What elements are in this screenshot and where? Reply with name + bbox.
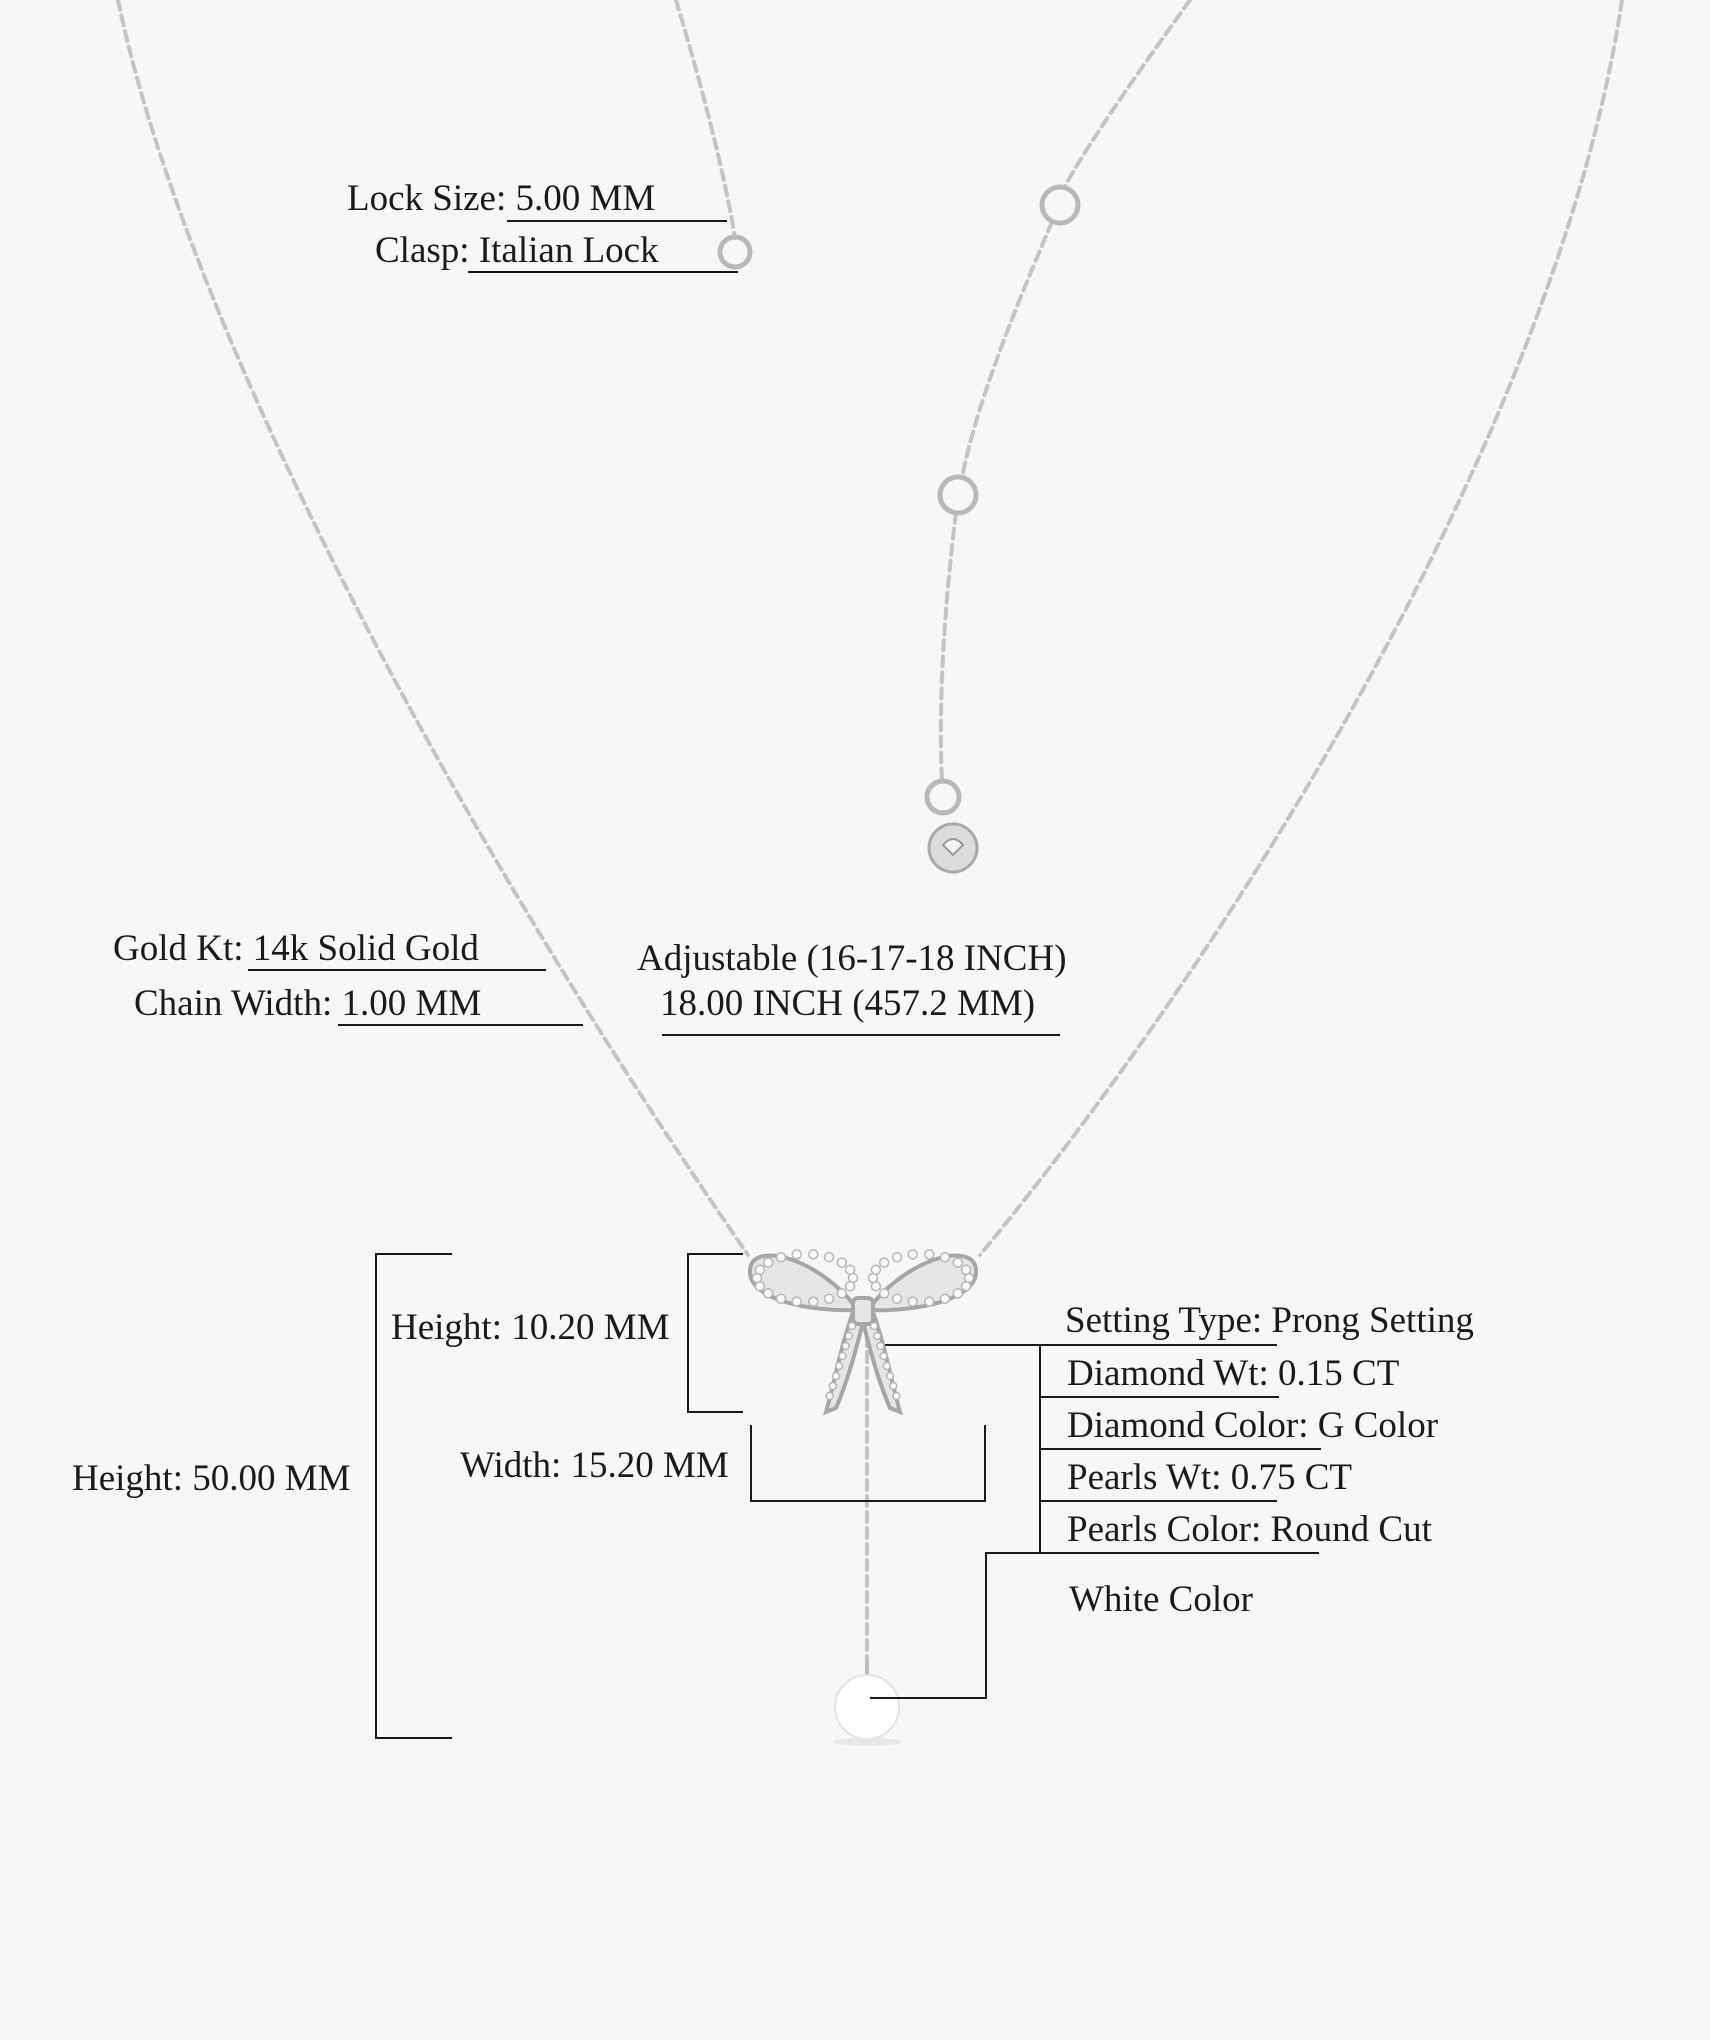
pave-diamond [890,1383,897,1390]
pearl-leader-horizontal [870,1697,987,1699]
bow-width-bracket-right [984,1425,986,1502]
right-chain [980,0,1622,1255]
total-height-bracket-top [375,1253,452,1255]
bow-height-bracket-line [687,1253,689,1413]
bow-width-label: Width: 15.20 MM [460,1445,729,1486]
pearls-wt-underline [1039,1500,1277,1502]
pave-diamond [941,1294,950,1303]
pave-diamond [764,1258,773,1267]
pave-diamond [880,1353,887,1360]
pave-diamond [962,1265,971,1274]
total-length-underline [662,1034,1060,1036]
bow-pendant [750,1255,976,1412]
pave-diamond [849,1323,856,1330]
gold-kt-underline [248,969,546,971]
clasp-lock-ring [720,237,750,267]
pave-diamond [792,1250,801,1259]
total-length-label: 18.00 INCH (457.2 MM) [660,983,1036,1024]
pave-diamond [846,1282,855,1291]
diamond-wt-underline [1039,1396,1279,1398]
adjustable-length-label: Adjustable (16-17-18 INCH) [637,938,1067,979]
total-height-bracket-line [375,1253,377,1739]
lock-size-label: Lock Size: 5.00 MM [347,178,656,219]
pearl-leader-vertical [985,1552,987,1698]
bow-width-bracket-left [750,1425,752,1502]
pearls-wt-label: Pearls Wt: 0.75 CT [1067,1457,1353,1498]
pave-diamond [837,1289,846,1298]
pave-diamond [764,1289,773,1298]
pave-diamond [837,1258,846,1267]
pave-diamond [809,1297,818,1306]
adjuster-ring-3 [927,781,959,813]
extender-chain-lower [941,513,956,781]
pave-diamond [908,1297,917,1306]
total-height-bracket-bottom [375,1737,452,1739]
pearl-drop [835,1660,899,1739]
chain-width-underline [338,1024,583,1026]
pave-diamond [925,1250,934,1259]
pave-diamond [893,1294,902,1303]
pave-diamond [845,1333,852,1340]
pave-diamond [839,1353,846,1360]
pave-diamond [825,1294,834,1303]
pave-diamond [925,1297,934,1306]
bow-height-label: Height: 10.20 MM [391,1307,670,1348]
adjuster-ring-1 [1042,187,1078,223]
gold-kt-label: Gold Kt: 14k Solid Gold [113,928,479,969]
clasp-underline [468,271,738,273]
pave-diamond [877,1343,884,1350]
pave-diamond [846,1265,855,1274]
pave-diamond [871,1323,878,1330]
pave-diamond [792,1297,801,1306]
pave-diamond [941,1253,950,1262]
extender-chain-middle [962,222,1052,478]
clasp-chain [676,0,735,238]
pave-diamond [826,1393,833,1400]
setting-leader-line [885,1344,1277,1346]
pave-diamond [893,1253,902,1262]
pave-diamond [893,1393,900,1400]
adjuster-ring-2 [940,477,976,513]
pave-diamond [880,1258,889,1267]
pearls-color-label: Pearls Color: Round Cut [1067,1509,1432,1550]
pave-diamond [883,1363,890,1370]
pave-diamond [833,1373,840,1380]
bow-height-bracket-bottom [687,1411,743,1413]
diamond-wt-label: Diamond Wt: 0.15 CT [1067,1353,1400,1394]
tag-charm [929,824,977,872]
pave-diamond [871,1265,880,1274]
pave-diamond [908,1250,917,1259]
diamond-color-label: Diamond Color: G Color [1067,1405,1439,1446]
setting-type-label: Setting Type: Prong Setting [1065,1300,1474,1341]
pave-diamond [777,1294,786,1303]
pave-diamond [953,1258,962,1267]
pave-diamond [829,1383,836,1390]
diamond-color-underline [1039,1448,1321,1450]
total-height-label: Height: 50.00 MM [72,1458,351,1499]
pave-diamond [842,1343,849,1350]
clasp-label: Clasp: Italian Lock [375,230,659,271]
lock-size-underline [507,220,727,222]
pave-diamond [874,1333,881,1340]
bow-height-bracket-top [687,1253,743,1255]
bow-width-bracket-base [750,1500,986,1502]
chain-width-label: Chain Width: 1.00 MM [134,983,482,1024]
pearls-color-underline [985,1552,1319,1554]
pearls-color-extra-label: White Color [1069,1579,1253,1620]
pave-diamond [880,1289,889,1298]
pave-diamond [953,1289,962,1298]
pave-diamond [809,1250,818,1259]
pave-diamond [777,1253,786,1262]
pave-diamond [755,1265,764,1274]
extender-chain-upper [1064,0,1190,188]
pave-diamond [887,1373,894,1380]
pave-diamond [825,1253,834,1262]
pave-diamond [836,1363,843,1370]
pave-diamond [962,1282,971,1291]
